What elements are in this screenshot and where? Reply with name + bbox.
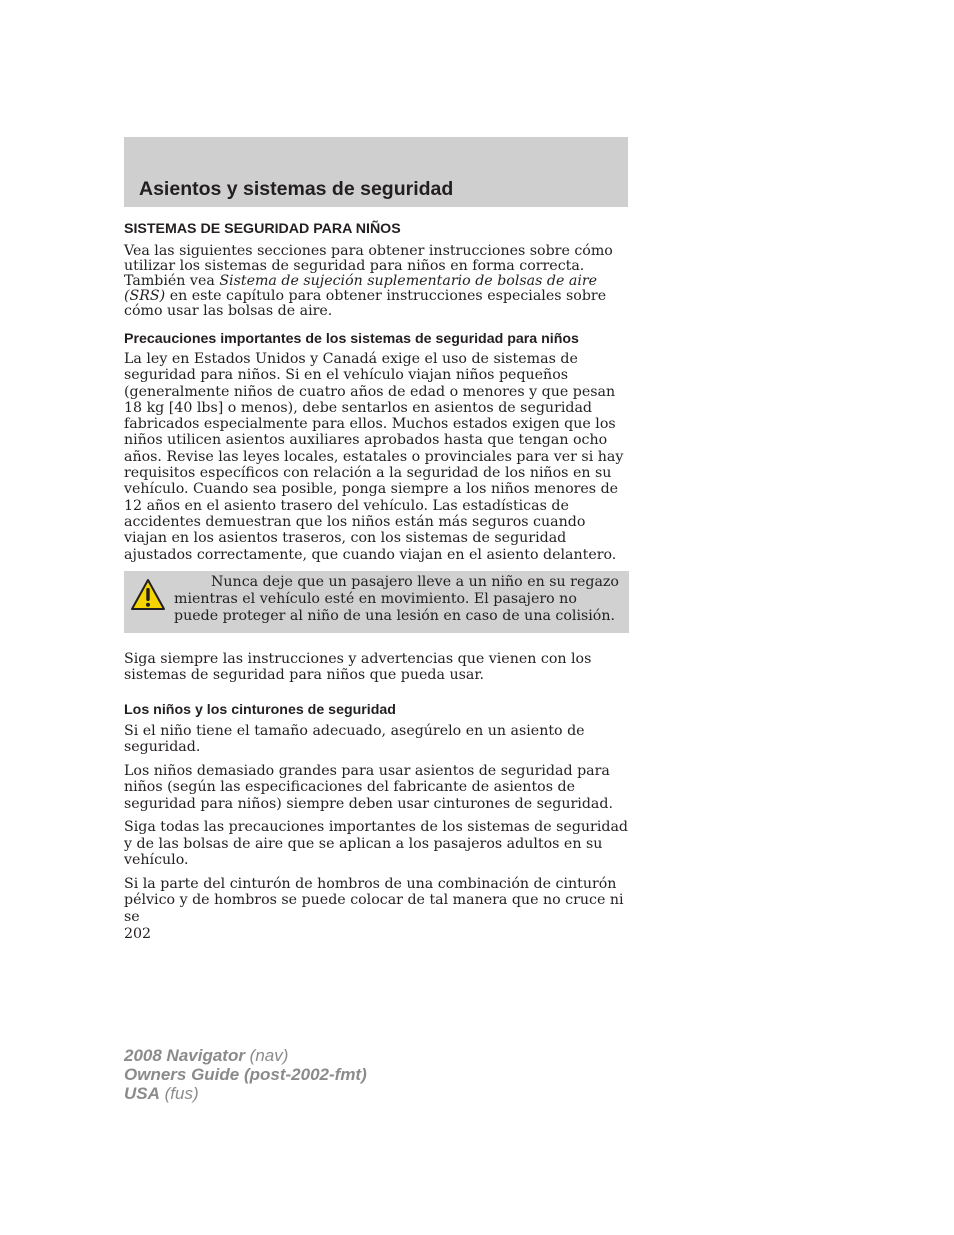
precautions-paragraph: La ley en Estados Unidos y Canadá exige el uso de sistemas de seguridad para niños. Si en el vehículo viajan niños pequeños (generalmente niños de cuatro años de edad o menores y que pesan 18 kg [40 lbs] o menos), debe sentarlos en asientos de seguridad fabricados especialmente para ellos. Muchos estados exigen que los niños utilicen asientos auxiliares aprobados hasta que tengan ocho años. Revise las leyes locales, estatales o provinciales para ver si hay requisitos específicos con relación a la seguridad de los niños en su vehículo. Cuando sea posible, ponga siempre a los niños menores de 12 años en el asiento trasero del vehículo. Las estadísticas de accidentes demuestran que los niños están más seguros cuando viajan en los asientos traseros, con los sistemas de seguridad ajustados correctamente, que cuando viajan en el asiento delantero. bbox=[124, 351, 624, 563]
footer-line-market bbox=[124, 1084, 367, 1103]
intro-reference-italic: Sistema de sujeción suplementario de bolsas de aire (SRS) bbox=[124, 273, 598, 304]
footer-model-code: (nav) bbox=[244, 1046, 289, 1065]
follow-instructions-paragraph: Siga siempre las instrucciones y advertencias que vienen con los sistemas de seguridad para niños que pueda usar. bbox=[124, 650, 592, 684]
footer-market-code: (fus) bbox=[159, 1084, 199, 1103]
intro-text-after: en este capítulo para obtener instrucciones especiales sobre cómo usar las bolsas de aire. bbox=[124, 288, 607, 319]
chapter-header-band bbox=[124, 137, 628, 207]
footer-market: USA bbox=[124, 1084, 160, 1103]
belts-paragraph-3: Siga todas las precauciones importantes de los sistemas de seguridad y de las bolsas de aire que se aplican a los pasajeros adultos en su vehículo. bbox=[124, 819, 628, 869]
warning-text: Nunca deje que un pasajero lleve a un niño en su regazo mientras el vehículo esté en movimiento. El pasajero no puede proteger al niño de una lesión en caso de una colisión. bbox=[174, 573, 619, 624]
precautions-heading: Precauciones importantes de los sistemas de seguridad para niños bbox=[124, 331, 579, 347]
belts-paragraph-4: Si la parte del cinturón de hombros de una combinación de cinturón pélvico y de hombros se puede colocar de tal manera que no cruce ni se bbox=[124, 875, 624, 925]
page-number: 202 bbox=[124, 926, 152, 942]
intro-text-before: Vea las siguientes secciones para obtener instrucciones sobre cómo utilizar los sistemas de seguridad para niños en forma correcta. También vea bbox=[124, 243, 613, 289]
section-heading: SISTEMAS DE SEGURIDAD PARA NIÑOS bbox=[124, 221, 401, 237]
page-content bbox=[124, 221, 629, 925]
belts-paragraph-2: Los niños demasiado grandes para usar asientos de seguridad para niños (según las especificaciones del fabricante de asientos de seguridad para niños) siempre deben usar cinturones de seguridad. bbox=[124, 762, 613, 812]
warning-triangle-icon bbox=[130, 578, 166, 612]
footer-model: 2008 Navigator bbox=[124, 1046, 245, 1065]
footer-line-model bbox=[124, 1046, 367, 1065]
warning-box bbox=[124, 571, 629, 633]
intro-paragraph bbox=[124, 244, 629, 319]
belts-heading: Los niños y los cinturones de seguridad bbox=[124, 701, 396, 718]
footer-line-guide bbox=[124, 1065, 367, 1084]
footer-guide: Owners Guide (post-2002-fmt) bbox=[124, 1065, 367, 1084]
document-footer bbox=[124, 1046, 367, 1103]
belts-paragraph-1: Si el niño tiene el tamaño adecuado, asegúrelo en un asiento de seguridad. bbox=[124, 722, 585, 756]
chapter-title: Asientos y sistemas de seguridad bbox=[139, 178, 454, 200]
